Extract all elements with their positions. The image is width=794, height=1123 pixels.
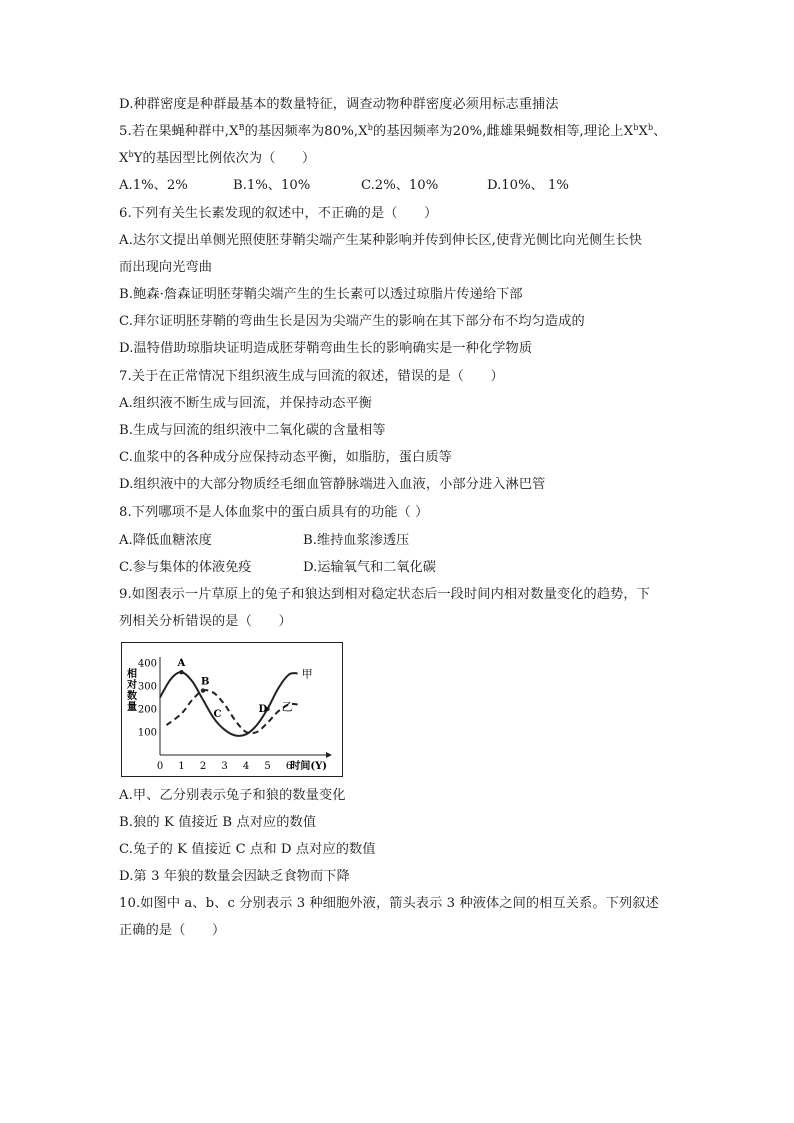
q8-option-c: C.参与集体的体液免疫 [119, 560, 252, 575]
q7-option-b: B.生成与回流的组织液中二氧化碳的含量相等 [119, 423, 386, 438]
series-yi-line [167, 690, 298, 733]
series-yi-label: 乙 [281, 700, 293, 714]
q7-option-d: D.组织液中的大部分物质经毛细血管静脉端进入血液，小部分进入淋巴管 [119, 477, 546, 492]
x-tick-label: 6 [285, 761, 293, 772]
q10-stem-line2: 正确的是（ ） [119, 923, 226, 938]
q6-option-b: B.鲍森·詹森证明胚芽鞘尖端产生的生长素可以透过琼脂片传递给下部 [119, 287, 523, 302]
q5-option-d: D.10%、 1% [487, 178, 569, 193]
q9-stem-line1: 9.如图表示一片草原上的兔子和狼达到相对稳定状态后一段时间内相对数量变化的趋势，下 [119, 587, 650, 602]
series-jia-line [160, 672, 298, 736]
q9-option-c: C.兔子的 K 值接近 C 点和 D 点对应的数值 [119, 842, 376, 857]
q7-option-c: C.血浆中的各种成分应保持动态平衡，如脂肪，蛋白质等 [119, 450, 452, 465]
q6-option-a-line2: 而出现向光弯曲 [119, 260, 213, 275]
q6-stem: 6.下列有关生长素发现的叙述中，不正确的是（ ） [119, 206, 438, 221]
point-d-label: D [258, 704, 268, 715]
q5-stem-line2: $X^bY$的基因型比例依次为（ ） [119, 150, 316, 166]
y-tick-label: 200 [137, 704, 157, 716]
x-tick-label: 0 [156, 761, 164, 772]
q8-option-b: B.维持血浆渗透压 [303, 533, 410, 548]
y-tick-label: 300 [137, 681, 157, 693]
x-axis-arrow [326, 752, 332, 758]
x-tick-label: 5 [264, 761, 271, 772]
q5-option-a: A.1%、2% [119, 178, 188, 193]
q9-option-a: A.甲、乙分别表示兔子和狼的数量变化 [119, 788, 346, 803]
x-tick-label: 1 [178, 761, 185, 772]
x-axis-label: 时间(Y) [290, 761, 327, 772]
point-b-marker [201, 688, 205, 692]
q7-stem: 7.关于在正常情况下组织液生成与回流的叙述，错误的是（ ） [119, 369, 504, 384]
q6-option-d: D.温特借助琼脂块证明造成胚芽鞘弯曲生长的影响确实是一种化学物质 [119, 341, 533, 356]
q9-stem-line2: 列相关分析错误的是（ ） [119, 614, 292, 629]
q6-option-a-line1: A.达尔文提出单侧光照使胚芽鞘尖端产生某种影响并传到伸长区,使背光侧比向光侧生长快 [119, 233, 643, 248]
y-tick-label: 100 [137, 727, 157, 739]
y-tick-label: 400 [137, 658, 157, 670]
q8-stem: 8.下列哪项不是人体血浆中的蛋白质具有的功能（ ） [119, 505, 429, 520]
q8-option-a: A.降低血糖浓度 [119, 533, 212, 548]
point-c-label: C [213, 709, 222, 720]
q7-option-a: A.组织液不断生成与回流，并保持动态平衡 [119, 396, 373, 411]
point-a-marker [179, 670, 183, 674]
x-tick-label: 4 [242, 761, 250, 772]
q5-option-b: B.1%、10% [233, 178, 311, 193]
series-jia-label: 甲 [301, 667, 313, 681]
q9-option-b: B.狼的 K 值接近 B 点对应的数值 [119, 815, 317, 830]
q5-stem-line1: 5.若在果蝇种群中$,X^B$的基因频率为$80\%,X^b$的基因频率为20%,雌雄果蝇数相等,理论上$X^bX^b$、 [119, 123, 667, 139]
q9-option-d: D.第 3 年狼的数量会因缺乏食物而下降 [119, 869, 350, 884]
q6-option-c: C.拜尔证明胚芽鞘的弯曲生长是因为尖端产生的影响在其下部分布不均匀造成的 [119, 314, 585, 329]
q10-stem-line1: 10.如图中 a、b、c 分别表示 3 种细胞外液，箭头表示 3 种液体之间的相互关系。下列叙述 [119, 896, 659, 911]
population-chart [121, 642, 343, 777]
q8-option-d: D.运输氧气和二氧化碳 [303, 560, 436, 575]
x-tick-label: 2 [199, 761, 207, 772]
x-tick-label: 3 [221, 761, 228, 772]
q4-option-d: D.种群密度是种群最基本的数量特征，调查动物种群密度必须用标志重捕法 [119, 97, 559, 112]
population-chart-svg [122, 643, 342, 776]
point-b-label: B [201, 676, 210, 688]
q5-option-c: C.2%、10% [361, 178, 439, 193]
y-axis-label: 相对数量 [127, 669, 137, 713]
point-a-label: A [177, 658, 186, 670]
